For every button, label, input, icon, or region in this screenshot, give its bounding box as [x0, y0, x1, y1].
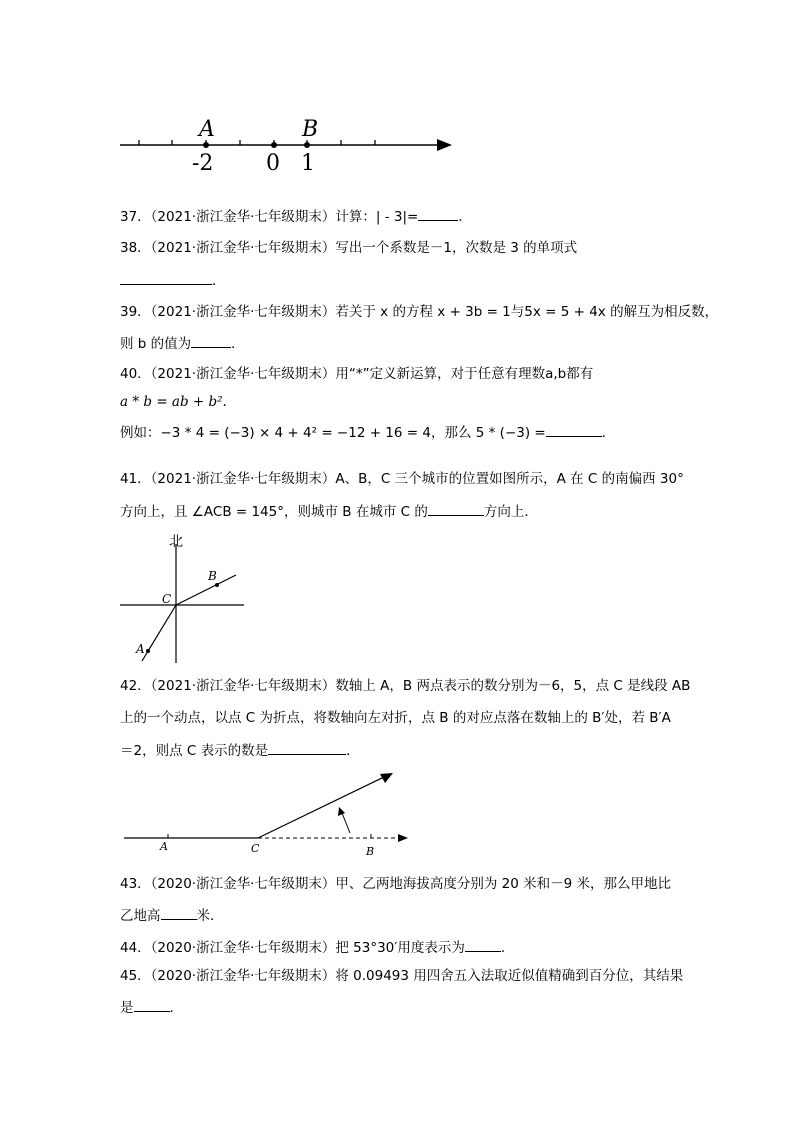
point-zero-dot [271, 142, 277, 148]
q45-end: ． [169, 1000, 183, 1016]
compass-figure [112, 530, 252, 670]
q41-line2-end: 方向上． [483, 504, 538, 520]
q39-line1: 39．（2021·浙江金华·七年级期末）若关于 x 的方程 x + 3b = 1与5x = 5 + 4x 的解互为相反数， [120, 304, 719, 320]
question-41 [120, 469, 690, 522]
folded-ray [258, 777, 384, 838]
question-43 [120, 874, 690, 926]
point-a-label: A [199, 117, 215, 142]
q42-line3: ＝2，则点 C 表示的数是 [120, 743, 269, 759]
q40-example: 例如：−3 * 4 = (−3) × 4 + 4² = −12 + 16 = 4，那么 5 * (−3) = [120, 425, 546, 441]
axis-arrow-icon [437, 139, 452, 151]
question-45 [120, 966, 690, 1018]
q43-line2-end: 米． [196, 908, 224, 924]
q42-answer-blank[interactable] [268, 740, 346, 755]
q39-end: ． [231, 336, 245, 352]
q41-line2: 方向上，且 ∠ACB = 145°，则城市 B 在城市 C 的 [120, 504, 428, 520]
label-c: C [251, 842, 260, 855]
fold-figure [118, 765, 418, 865]
number-line-figure [110, 110, 470, 180]
q43-answer-blank[interactable] [161, 905, 197, 920]
rotation-arrow [342, 813, 350, 833]
q37-answer-blank[interactable] [418, 206, 458, 221]
question-39 [120, 302, 719, 354]
rotation-arrow-icon [338, 807, 345, 816]
ray-cb [176, 575, 236, 605]
q45-answer-blank[interactable] [134, 997, 170, 1012]
point-b-dot [215, 583, 219, 587]
question-42 [120, 676, 690, 761]
label-b: B [208, 569, 217, 583]
q43-line2: 乙地高 [120, 908, 161, 924]
q44-text: 44．（2020·浙江金华·七年级期末）把 53°30′用度表示为 [120, 940, 465, 956]
q40-definition: a * b = ab + b². [120, 394, 227, 410]
q43-line1: 43．（2020·浙江金华·七年级期末）甲、乙两地海拔高度分别为 20 米和－9 米，那么甲地比 [120, 876, 672, 892]
q38-answer-blank[interactable] [120, 270, 212, 285]
q41-line1: 41．（2021·浙江金华·七年级期末）A、B，C 三个城市的位置如图所示，A 在 C 的南偏西 30° [120, 471, 684, 487]
dashed-axis-arrow-icon [398, 834, 408, 842]
q39-answer-blank[interactable] [191, 333, 231, 348]
q37-end: ． [458, 209, 472, 225]
question-40 [120, 364, 690, 443]
label-a: A [136, 642, 145, 656]
point-a-dot [146, 649, 150, 653]
label-a: A [160, 840, 168, 853]
q37-text: 37．（2021·浙江金华·七年级期末）计算：| - 3|= [120, 209, 419, 225]
point-b-label: B [302, 117, 319, 142]
q40-end: ． [601, 425, 616, 441]
label-c: C [162, 592, 172, 606]
question-37 [120, 206, 690, 227]
q38-end: ． [212, 273, 226, 289]
tick-label-zero: 0 [266, 151, 280, 176]
q40-answer-blank[interactable] [546, 422, 602, 437]
q44-answer-blank[interactable] [465, 937, 501, 952]
tick-label-neg2: -2 [192, 151, 214, 176]
q42-line2: 上的一个动点，以点 C 为折点，将数轴向左对折，点 B 的对应点落在数轴上的 B′处，若 B′A [120, 710, 671, 726]
question-38 [120, 238, 690, 291]
label-b: B [366, 845, 375, 858]
q38-line1: 38．（2021·浙江金华·七年级期末）写出一个系数是－1，次数是 3 的单项式 [120, 240, 578, 256]
q42-end: ． [346, 743, 360, 759]
point-b-dot [304, 142, 310, 148]
q40-line1: 40．（2021·浙江金华·七年级期末）用“*”定义新运算，对于任意有理数a,b都有 [120, 366, 594, 382]
q39-line2: 则 b 的值为 [120, 336, 192, 352]
point-a-dot [203, 142, 209, 148]
tick-label-one: 1 [301, 151, 315, 176]
q41-answer-blank[interactable] [428, 501, 484, 516]
q42-line1: 42．（2021·浙江金华·七年级期末）数轴上 A，B 两点表示的数分别为－6，5，点 C 是线段 AB [120, 678, 691, 694]
q45-line1: 45．（2020·浙江金华·七年级期末）将 0.09493 用四舍五入法取近似值精确到百分位，其结果 [120, 968, 684, 984]
q45-line2: 是 [120, 1000, 134, 1016]
north-label: 北 [169, 534, 183, 550]
q44-end: ． [500, 940, 515, 956]
question-44 [120, 937, 690, 958]
